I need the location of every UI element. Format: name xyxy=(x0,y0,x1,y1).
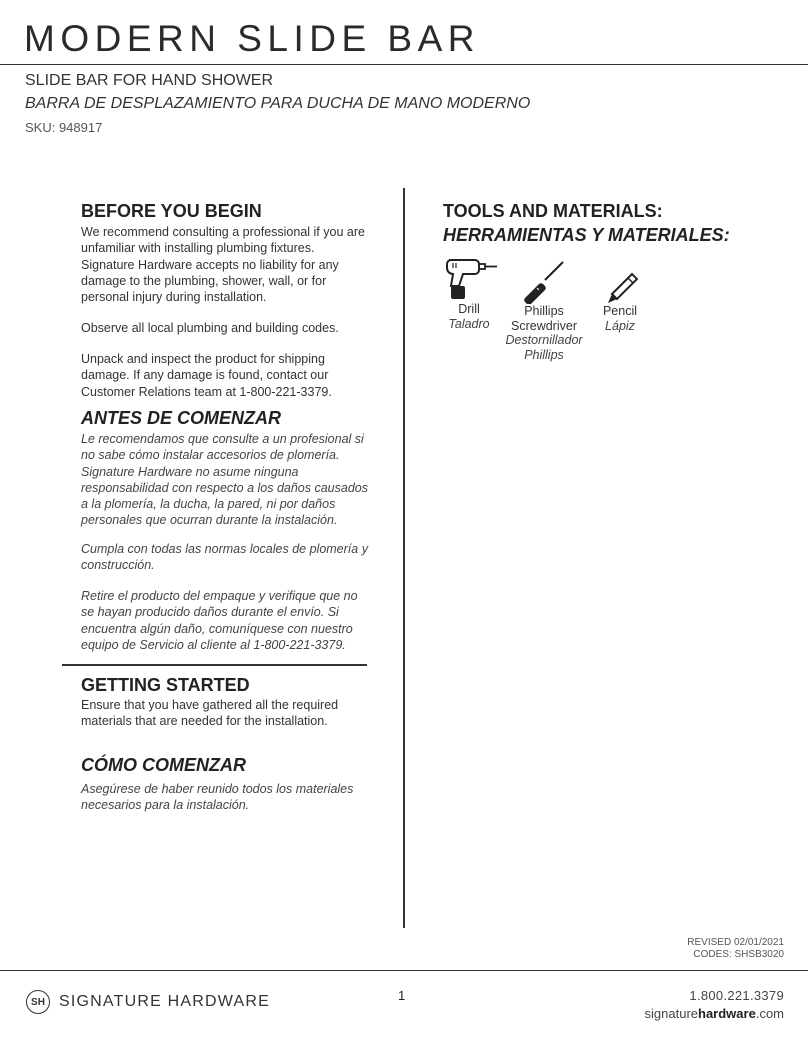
como-comenzar-paragraph: Asegúrese de haber reunido todos los materiales necesarios para la instalación. xyxy=(81,782,354,813)
before-paragraph-3: Unpack and inspect the product for shipping damage. If any damage is found, contact our Customer Relations team at 1-800-221-3379. xyxy=(81,352,332,399)
screwdriver-label: Phillips Screwdriver xyxy=(511,304,577,333)
subtitle-english: SLIDE BAR FOR HAND SHOWER xyxy=(25,72,274,89)
brand-logo xyxy=(26,990,270,1014)
tools-heading-english: TOOLS AND MATERIALS: xyxy=(443,201,663,221)
tools-heading-spanish: HERRAMIENTAS Y MATERIALES: xyxy=(443,225,730,245)
pencil-label-spanish: Lápiz xyxy=(605,318,635,333)
website-bold: hardware xyxy=(698,1006,756,1021)
pencil-icon xyxy=(602,264,638,304)
header-divider xyxy=(0,64,808,65)
page-number: 1 xyxy=(398,988,406,1003)
footer-divider xyxy=(0,970,808,971)
revised-date: REVISED 02/01/2021 xyxy=(687,937,784,948)
column-divider xyxy=(403,188,405,928)
before-you-begin-heading: BEFORE YOU BEGIN xyxy=(81,201,262,221)
drill-label: Drill xyxy=(458,302,480,316)
phone-number: 1.800.221.3379 xyxy=(689,988,784,1003)
section-divider xyxy=(62,664,367,666)
subtitle-spanish: BARRA DE DESPLAZAMIENTO PARA DUCHA DE MANO MODERNO xyxy=(25,95,531,112)
tool-pencil xyxy=(594,264,646,333)
brand-logo-mark: SH xyxy=(26,990,50,1014)
pencil-label: Pencil xyxy=(602,304,638,318)
tool-phillips-screwdriver xyxy=(499,260,589,362)
antes-paragraph-3: Retire el producto del empaque y verifique que no se hayan producido daños durante el envío. Si encuentra algún daño, comuníquese con nuestro equipo de Servicio al cliente al 1-800-221-3379. xyxy=(81,589,358,652)
screwdriver-icon xyxy=(521,260,567,304)
drill-icon xyxy=(441,254,497,302)
before-paragraph-1: We recommend consulting a professional if you are unfamiliar with installing plumbing fixtures. Signature Hardware accepts no liability for any damage to the plumbing, shower, wall, or for personal injury during installation. xyxy=(81,225,365,305)
antes-de-comenzar-heading: ANTES DE COMENZAR xyxy=(81,408,282,428)
brand-name: SIGNATURE HARDWARE xyxy=(59,993,270,1010)
como-comenzar-heading: CÓMO COMENZAR xyxy=(81,755,246,775)
product-codes: CODES: SHSB3020 xyxy=(693,949,784,960)
website-suffix: .com xyxy=(755,1006,784,1021)
getting-started-heading: GETTING STARTED xyxy=(81,675,250,695)
getting-started-paragraph: Ensure that you have gathered all the required materials that are needed for the installation. xyxy=(81,698,339,729)
drill-label-spanish: Taladro xyxy=(448,316,490,331)
website-link[interactable] xyxy=(645,1006,784,1021)
website-prefix: signature xyxy=(644,1006,699,1021)
antes-paragraph-2: Cumpla con todas las normas locales de plomería y construcción. xyxy=(81,542,368,573)
tool-drill xyxy=(438,254,500,331)
page-title: MODERN SLIDE BAR xyxy=(24,18,481,59)
sku-label: SKU: 948917 xyxy=(25,120,103,135)
before-paragraph-2: Observe all local plumbing and building codes. xyxy=(81,321,339,335)
screwdriver-label-spanish: Destornillador Phillips xyxy=(505,333,583,362)
antes-paragraph-1: Le recomendamos que consulte a un profesional si no sabe cómo instalar accesorios de plomería. Signature Hardware no asume ninguna responsabilidad con respecto a los daños causados a la plomería, la ducha, la pared, ni por daños personales que ocurran durante la instalación. xyxy=(81,432,368,528)
